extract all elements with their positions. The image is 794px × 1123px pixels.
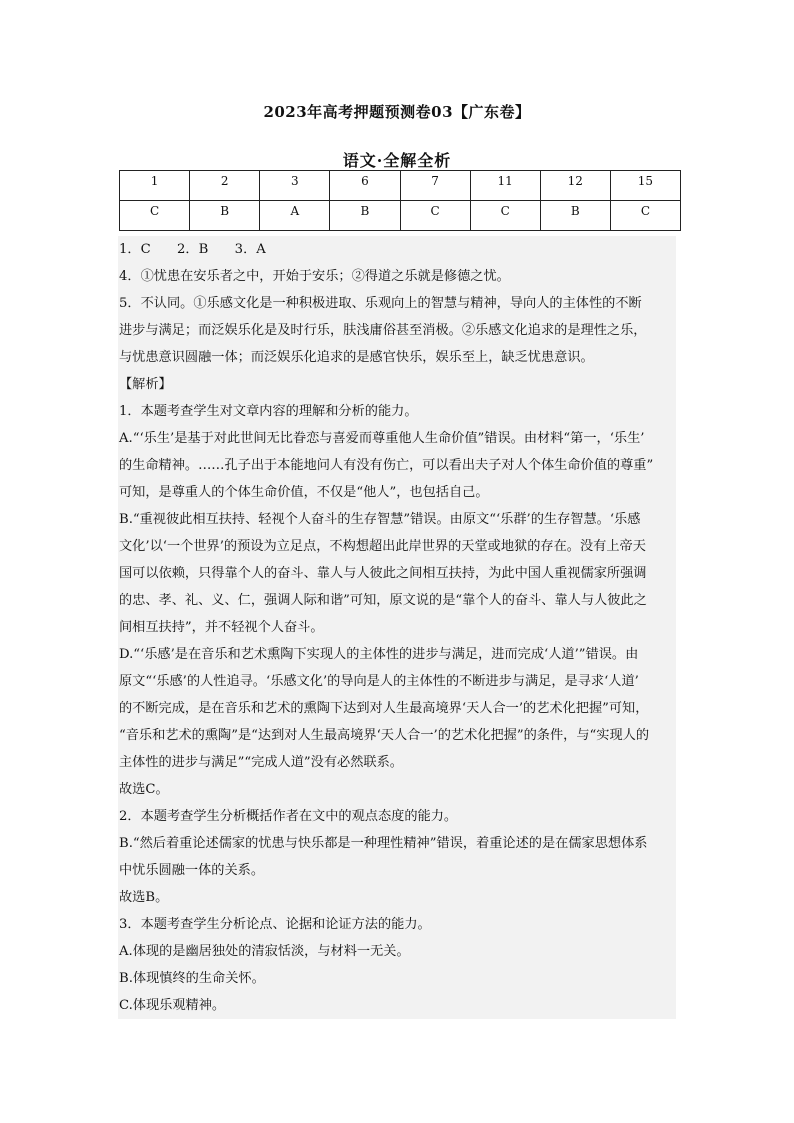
answer-line: 与忧患意识圆融一体；而泛娱乐化追求的是感官快乐，娱乐至上，缺乏忧患意识。 — [119, 350, 594, 365]
answer-line: A.“‘乐生’是基于对此世间无比眷恋与喜爱而尊重他人生命价值”错误。由材料“第一，‘乐生’ — [119, 431, 645, 446]
answer-line: 主体性的进步与满足”“完成人道”没有必然联系。 — [119, 755, 403, 770]
answer-line: 文化’以‘一个世界’的预设为立足点，不构想超出此岸世界的天堂或地狱的存在。没有上帝天 — [119, 539, 646, 554]
question-number-cell: 2 — [190, 171, 260, 201]
answer-line: 1．C 2．B 3．A — [119, 242, 266, 257]
answer-line: “音乐和艺术的熏陶”是“达到对人生最高境界‘天人合一’的艺术化把握”的条件，与“实现人的 — [119, 728, 650, 743]
answer-line: 进步与满足；而泛娱乐化是及时行乐，肤浅庸俗甚至消极。②乐感文化追求的是理性之乐， — [119, 323, 647, 338]
answer-table — [119, 170, 681, 231]
page-title: 2023年高考押题预测卷03【广东卷】 — [263, 103, 531, 121]
answer-cell: B — [330, 201, 400, 231]
answer-cell: C — [400, 201, 470, 231]
answer-line: 原文“‘乐感’的人性追寻。‘乐感文化’的导向是人的主体性的不断进步与满足，是寻求‘人道’ — [119, 674, 639, 689]
answer-line: B.体现慎终的生命关怀。 — [119, 971, 265, 986]
question-number-cell: 12 — [540, 171, 610, 201]
answer-line: 5．不认同。①乐感文化是一种积极进取、乐观向上的智慧与精神，导向人的主体性的不断 — [119, 296, 642, 311]
answer-line: A.体现的是幽居独处的清寂恬淡，与材料一无关。 — [119, 944, 410, 959]
answer-cell: C — [610, 201, 680, 231]
answer-line: 故选B。 — [119, 890, 169, 905]
answer-cell: C — [120, 201, 190, 231]
answer-explanation-body — [118, 236, 676, 1019]
answer-cell: B — [540, 201, 610, 231]
answer-line: 的忠、孝、礼、义、仁，强调人际和谐”可知，原文说的是“靠个人的奋斗、靠人与人彼此之 — [119, 593, 647, 608]
answer-line: 的生命精神。……孔子出于本能地问人有没有伤亡，可以看出夫子对人个体生命价值的尊重” — [119, 458, 654, 473]
question-number-cell: 15 — [610, 171, 680, 201]
question-number-cell: 7 — [400, 171, 470, 201]
question-number-cell: 11 — [470, 171, 540, 201]
answer-line: 2．本题考查学生分析概括作者在文中的观点态度的能力。 — [119, 809, 458, 824]
answer-line: B.“重视彼此相互扶持、轻视个人奋斗的生存智慧”错误。由原文“‘乐群’的生存智慧。‘乐感 — [119, 512, 641, 527]
answer-cell: B — [190, 201, 260, 231]
answer-line: 故选C。 — [119, 782, 169, 797]
question-number-cell: 3 — [260, 171, 330, 201]
answer-line: 中忧乐圆融一体的关系。 — [119, 863, 265, 878]
answer-line: 国可以依赖，只得靠个人的奋斗、靠人与人彼此之间相互扶持，为此中国人重视儒家所强调 — [119, 566, 647, 581]
answer-line: 的不断完成，是在音乐和艺术的熏陶下达到对人生最高境界‘天人合一’的艺术化把握”可知， — [119, 701, 649, 716]
answer-row — [120, 201, 681, 231]
question-number-row — [120, 171, 681, 201]
section-heading: 【解析】 — [119, 377, 172, 392]
question-number-cell: 1 — [120, 171, 190, 201]
answer-line: D.“‘乐感’是在音乐和艺术熏陶下实现人的主体性的进步与满足，进而完成‘人道’”错误。由 — [119, 647, 639, 662]
answer-line: 4．①忧患在安乐者之中，开始于安乐；②得道之乐就是修德之忧。 — [119, 269, 510, 284]
answer-line: 3．本题考查学生分析论点、论据和论证方法的能力。 — [119, 917, 431, 932]
answer-line: C.体现乐观精神。 — [119, 998, 226, 1013]
answer-line: 可知，是尊重人的个体生命价值，不仅是“他人”，也包括自己。 — [119, 485, 489, 500]
answer-line: 间相互扶持”，并不轻视个人奋斗。 — [119, 620, 324, 635]
answer-line: B.“然后着重论述儒家的忧患与快乐都是一种理性精神”错误，着重论述的是在儒家思想体系 — [119, 836, 648, 851]
answer-cell: C — [470, 201, 540, 231]
page-subtitle: 语文·全解全析 — [342, 151, 452, 170]
answer-line: 1．本题考查学生对文章内容的理解和分析的能力。 — [119, 404, 418, 419]
question-number-cell: 6 — [330, 171, 400, 201]
answer-cell: A — [260, 201, 330, 231]
